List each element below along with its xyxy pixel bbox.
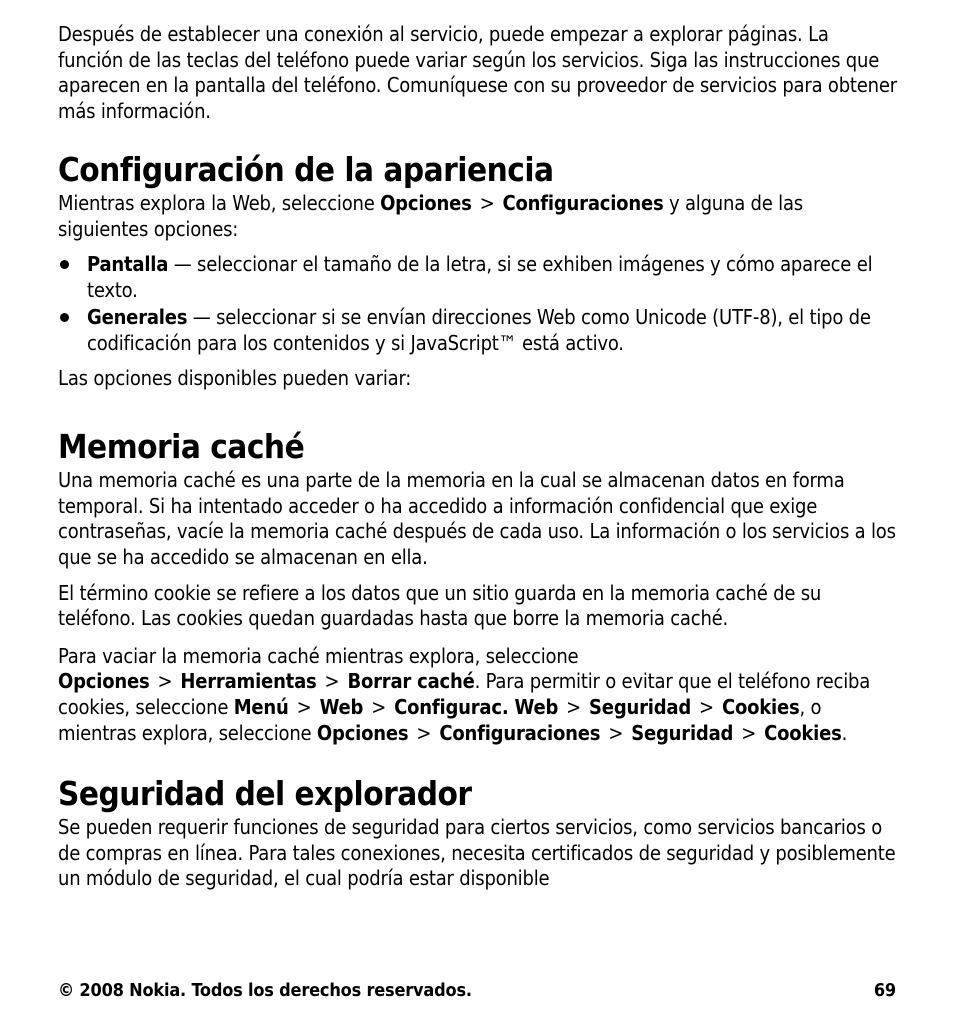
page-number: 69	[873, 980, 896, 1001]
menu-path-configuraciones: Configuraciones	[502, 191, 664, 216]
bullet-icon	[60, 313, 69, 322]
document-page	[58, 22, 898, 892]
cache-paragraph-1: Una memoria caché es una parte de la memoria en la cual se almacenan datos en forma temporal. Si ha intentado acceder o ha accedido a información confidencial que exige contraseñas, vacíe la memoria caché después de cada uso. La información o los servicios a los que se ha accedido se almacenan en ella.	[58, 468, 896, 569]
seguridad-paragraph: Se pueden requerir funciones de seguridad para ciertos servicios, como servicios bancarios o de compras en línea. Para tales conexiones, necesita certificados de seguridad y posiblemente un módulo de seguridad, el cual podría estar disponible	[58, 815, 896, 891]
cache-paragraph-3: Para vaciar la memoria caché mientras explora, seleccione Opciones > Herramientas > Borrar caché. Para permitir o evitar que el teléfono reciba cookies, seleccione Menú > Web > Configurac. Web > Seguridad > Cookies, o mientras explora, seleccione Opciones > Configuraciones > Seguridad > Cookies.	[58, 643, 871, 745]
list-item: Pantalla — seleccionar el tamaño de la letra, si se exhiben imágenes y cómo aparece el texto.	[58, 251, 898, 303]
options-note: Las opciones disponibles pueden variar:	[58, 365, 412, 390]
cache-paragraph-2: El término cookie se refiere a los datos que un sitio guarda en la memoria caché de su teléfono. Las cookies quedan guardadas hasta que borre la memoria caché.	[58, 580, 822, 631]
intro-paragraph: Después de establecer una conexión al servicio, puede empezar a explorar páginas. La función de las teclas del teléfono puede variar según los servicios. Siga las instrucciones que aparecen en la pantalla del teléfono. Comuníquese con su proveedor de servicios para obtener más información.	[58, 22, 897, 123]
options-list	[58, 251, 898, 356]
page-footer	[58, 980, 896, 1001]
heading-memoria-cache: Memoria caché	[58, 427, 305, 467]
menu-path-opciones: Opciones	[380, 191, 472, 216]
heading-seguridad: Seguridad del explorador	[58, 774, 472, 814]
list-item: Generales — seleccionar si se envían direcciones Web como Unicode (UTF-8), el tipo de codificación para los contenidos y si JavaScript™ está activo.	[58, 304, 898, 356]
bullet-icon	[60, 260, 69, 269]
heading-apariencia: Configuración de la apariencia	[58, 150, 554, 190]
option-term: Pantalla	[87, 251, 169, 276]
option-term: Generales	[87, 304, 188, 329]
apariencia-paragraph: Mientras explora la Web, seleccione Opciones > Configuraciones y alguna de las siguientes opciones:	[58, 191, 803, 241]
copyright-notice: © 2008 Nokia. Todos los derechos reservados.	[58, 980, 472, 1001]
